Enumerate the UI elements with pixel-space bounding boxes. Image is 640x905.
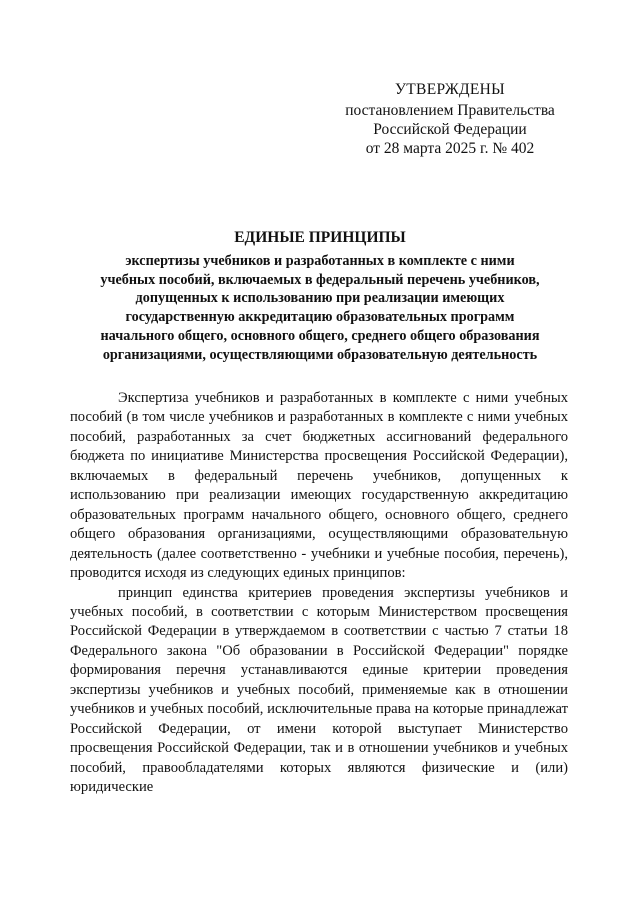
subtitle-line: начального общего, основного общего, среднего общего образования xyxy=(100,327,540,344)
subtitle-line: учебных пособий, включаемых в федеральный перечень учебников, xyxy=(100,271,540,288)
subtitle-line: организациями, осуществляющими образовательную деятельность xyxy=(102,346,538,363)
body-paragraph: принцип единства критериев проведения экспертизы учебников и учебных пособий, в соответствии с которым Министерством просвещения Российской Федерации в утверждаемом в соответствии с частью 7 статьи 18 Федерального закона "Об образовании в Российской Федерации" порядке формирования перечня устанавливаются единые критерии проведения экспертизы учебников и учебных пособий, применяемые как в отношении учебников и учебных пособий, исключительные права на которые принадлежат Российской Федерации, от имени которой выступает Министерство просвещения Российской Федерации, так и в отношении учебников и учебных пособий, правообладателями которых являются физические и (или) юридические xyxy=(70,584,568,796)
document-subtitle xyxy=(68,252,572,364)
approval-stamp xyxy=(330,80,570,158)
body-paragraph: Экспертиза учебников и разработанных в комплекте с ними учебных пособий (в том числе учебников и разработанных в комплекте с ними учебных пособий, разработанных за счет бюджетных ассигнований федерального бюджета по инициативе Министерства просвещения Российской Федерации), включаемых в федеральный перечень учебников, допущенных к использованию при реализации имеющих государственную аккредитацию образовательных программ начального общего, основного общего, среднего общего образования организациями, осуществляющими образовательную деятельность (далее соответственно - учебники и учебные пособия, перечень), проводится исходя из следующих единых принципов: xyxy=(70,390,568,582)
approval-date: от 28 марта 2025 г. № 402 xyxy=(365,140,535,157)
subtitle-line: государственную аккредитацию образовательных программ xyxy=(125,309,515,326)
subtitle-line: допущенных к использованию при реализации имеющих xyxy=(135,290,505,307)
document-title: ЕДИНЫЕ ПРИНЦИПЫ xyxy=(234,229,406,246)
approval-line: постановлением Правительства xyxy=(345,102,555,119)
approval-heading: УТВЕРЖДЕНЫ xyxy=(395,81,505,98)
document-body xyxy=(70,389,568,798)
approval-line: Российской Федерации xyxy=(373,121,527,138)
subtitle-line: экспертизы учебников и разработанных в комплекте с ними xyxy=(125,253,515,269)
